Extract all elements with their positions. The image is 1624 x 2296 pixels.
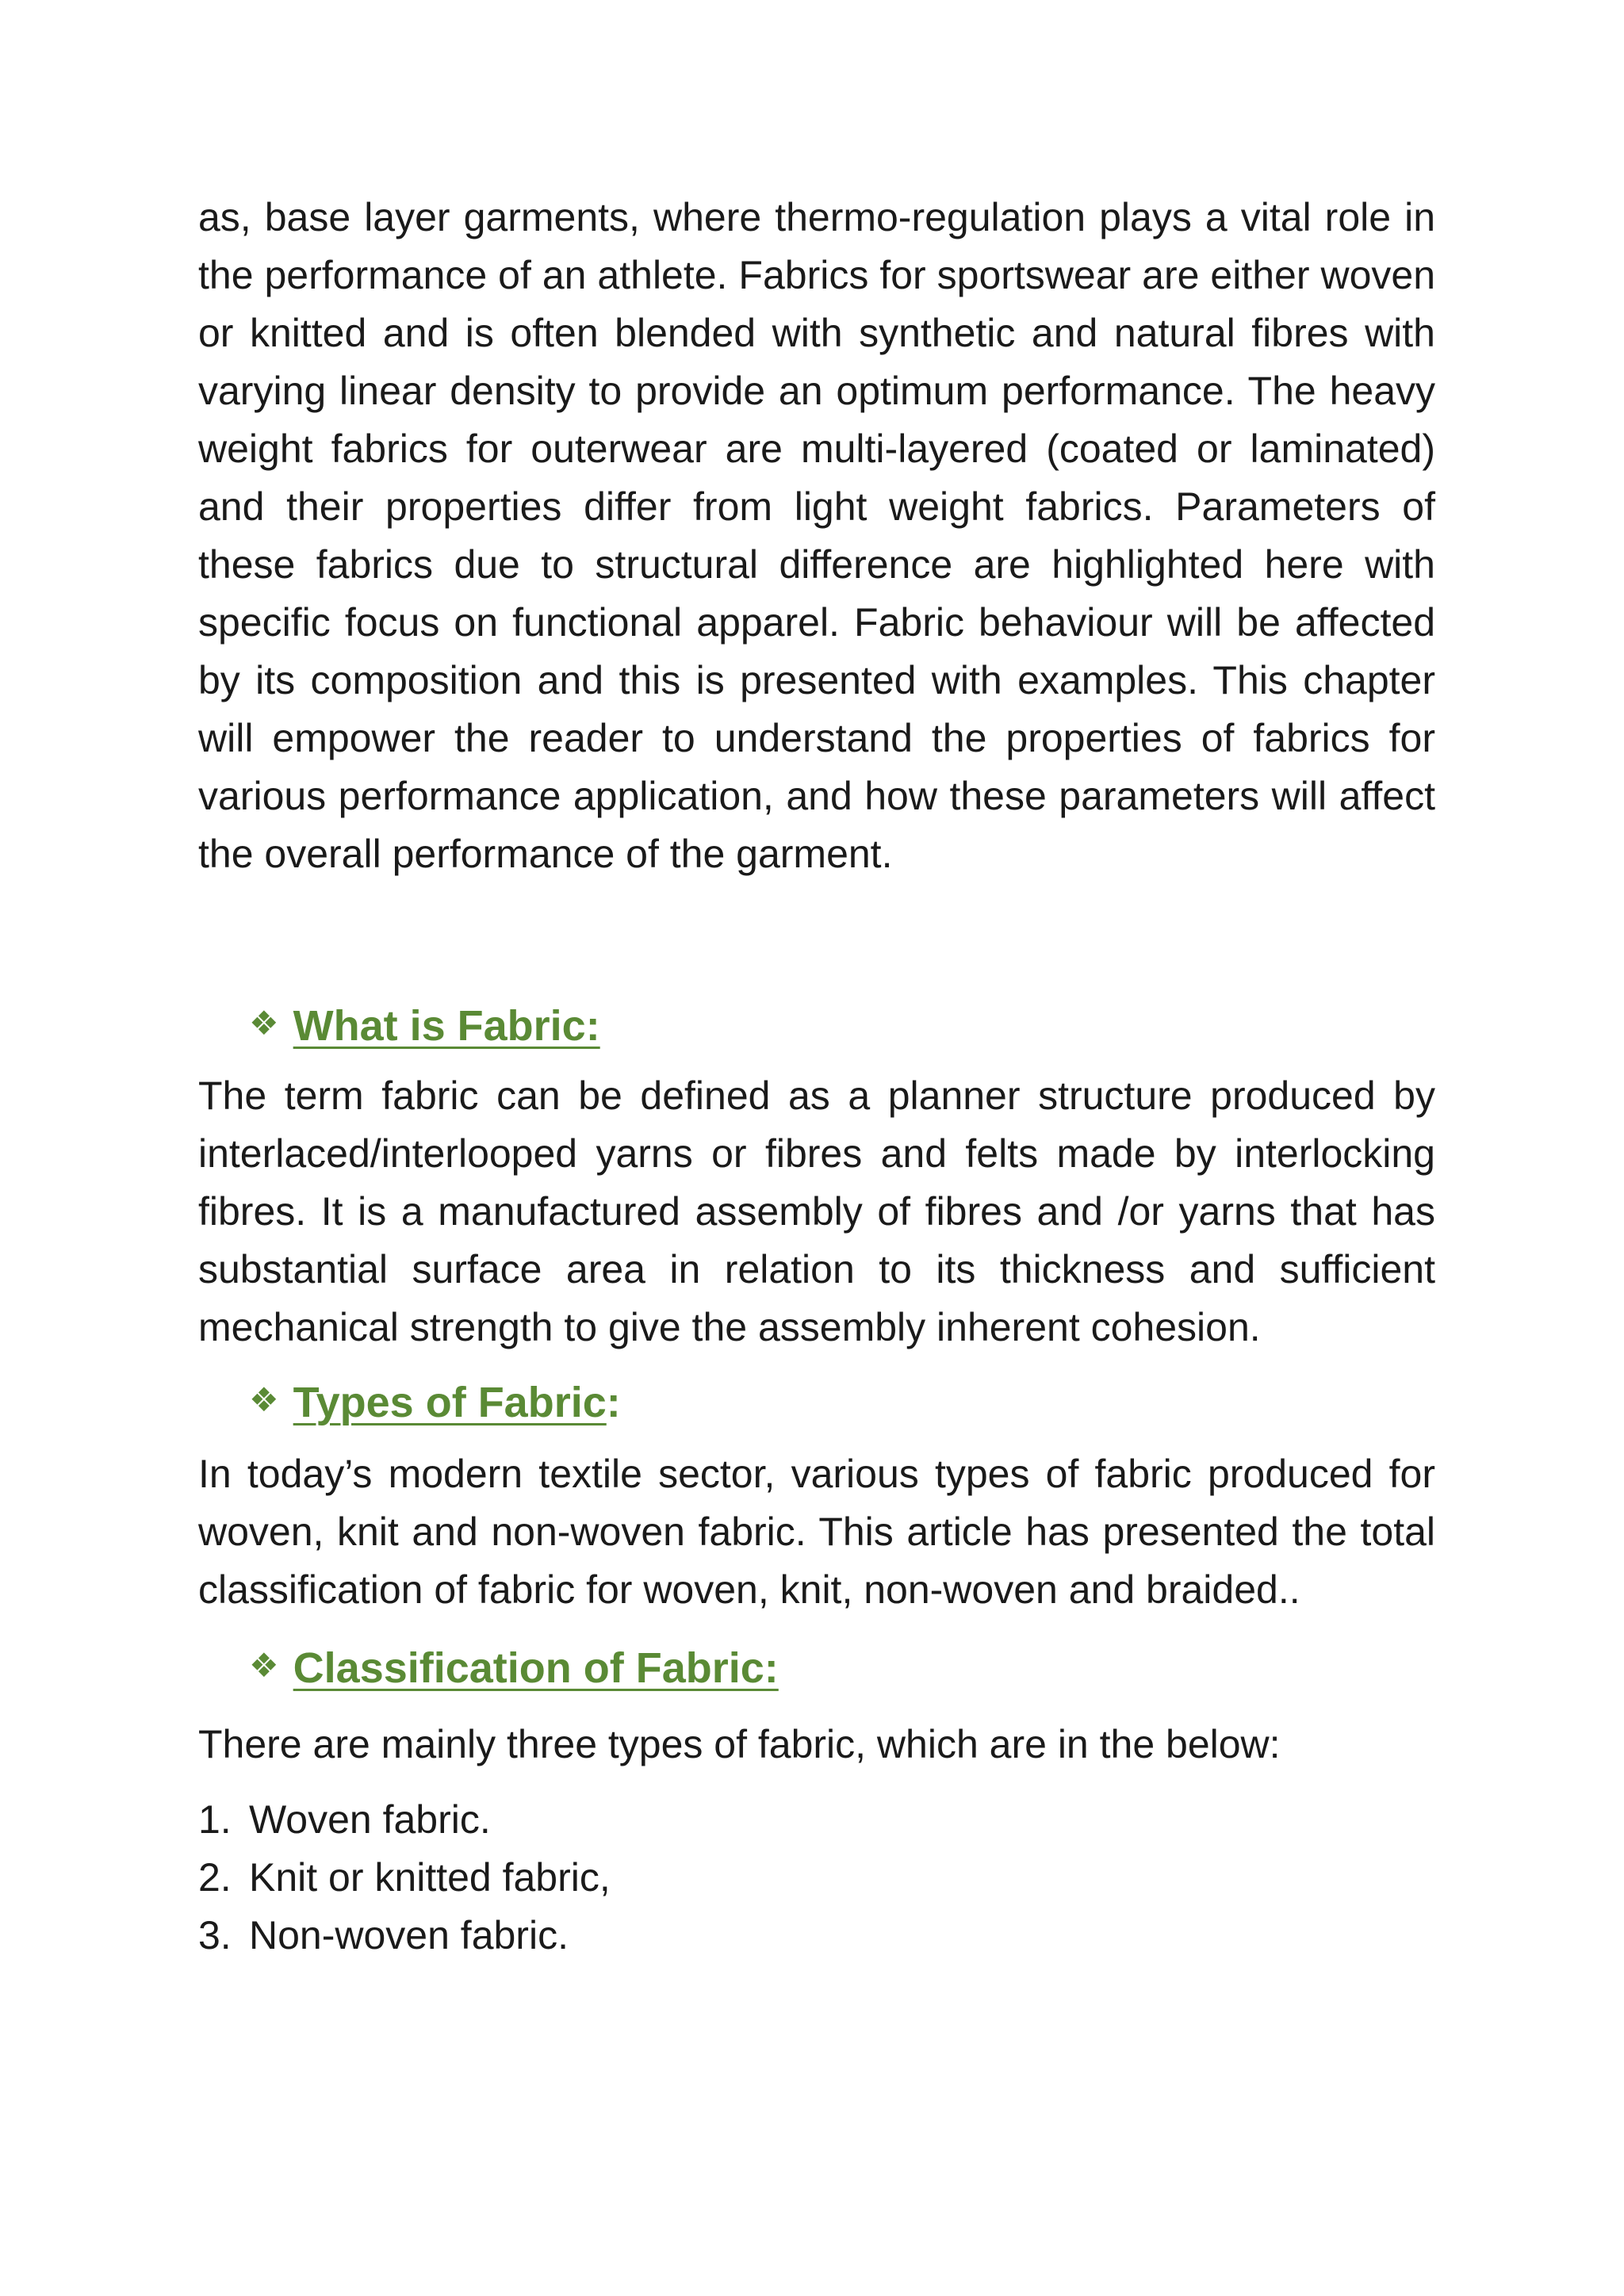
list-text: Knit or knitted fabric, xyxy=(249,1855,611,1900)
classification-paragraph: There are mainly three types of fabric, which are in the below: xyxy=(198,1722,1281,1766)
intro-paragraph: as, base layer garments, where thermo-regulation plays a vital role in the performance of an athlete. Fabrics for sportswear are either woven or knitted and is often blended with synthetic and natural fibres with varying linear density to provide an optimum performance. The heavy weight fabrics for outerwear are multi-layered (coated or laminated) and their properties differ from light weight fabrics. Parameters of these fabrics due to structural difference are highlighted here with specific focus on functional apparel. Fabric behaviour will be affected by its composition and this is presented with examples. This chapter will empower the reader to understand the properties of fabrics for various performance application, and how these parameters will affect the overall performance of the garment. xyxy=(198,195,1435,876)
list-item xyxy=(198,1907,1435,1965)
heading-colon: : xyxy=(606,1379,621,1426)
list-text: Woven fabric. xyxy=(249,1797,491,1842)
list-number: 3. xyxy=(198,1913,232,1957)
heading-text: What is Fabric: xyxy=(293,1002,600,1050)
heading-classification-of-fabric xyxy=(249,1636,1435,1700)
list-item xyxy=(198,1849,1435,1907)
document-page xyxy=(198,189,1435,1965)
heading-text: Classification of Fabric: xyxy=(293,1644,779,1692)
diamond-bullet-icon: ❖ xyxy=(249,1004,279,1042)
list-item xyxy=(198,1791,1435,1849)
heading-what-is-fabric xyxy=(249,994,1435,1058)
list-number: 1. xyxy=(198,1797,232,1842)
list-number: 2. xyxy=(198,1855,232,1900)
list-text: Non-woven fabric. xyxy=(249,1913,569,1957)
diamond-bullet-icon: ❖ xyxy=(249,1381,279,1418)
heading-text: Types of Fabric xyxy=(293,1379,607,1426)
types-of-fabric-paragraph: In today’s modern textile sector, various types of fabric produced for woven, knit and non-woven fabric. This article has presented the total classification of fabric for woven, knit, non-woven and braided.. xyxy=(198,1452,1435,1612)
fabric-types-list xyxy=(198,1791,1435,1965)
diamond-bullet-icon: ❖ xyxy=(249,1647,279,1684)
what-is-fabric-paragraph: The term fabric can be defined as a planner structure produced by interlaced/interlooped yarns or fibres and felts made by interlocking fibres. It is a manufactured assembly of fibres and /or yarns that has substantial surface area in relation to its thickness and sufficient mechanical strength to give the assembly inherent cohesion. xyxy=(198,1073,1435,1349)
heading-types-of-fabric xyxy=(249,1371,1435,1434)
